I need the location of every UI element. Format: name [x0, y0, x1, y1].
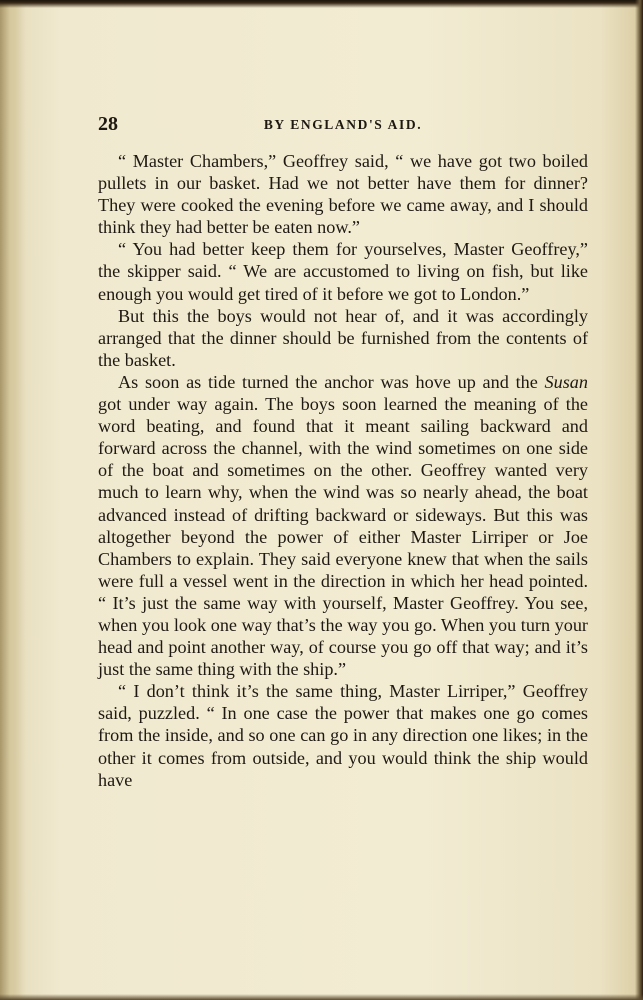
right-page-edge — [635, 0, 643, 1000]
paragraph: “ Master Chambers,” Geoffrey said, “ we have got two boiled pullets in our basket. Had we not better have them for dinner? They were cooked the evening before we came away, and I should think they had better be eaten now.” — [98, 151, 588, 238]
paragraph: “ You had better keep them for yourselves, Master Geoffrey,” the skipper said. “ We are accustomed to living on fish, but like enough you would get tired of it before we got to London.” — [98, 239, 588, 304]
paragraph: But this the boys would not hear of, and it was accordingly arranged that the dinner should be furnished from the contents of the basket. — [98, 305, 588, 370]
paragraph — [98, 371, 588, 680]
paragraph: “ I don’t think it’s the same thing, Master Lirriper,” Geoffrey said, puzzled. “ In one case the power that makes one go comes from the inside, and so one can go in any direction one likes; in the other it comes from outside, and you would think the ship would have — [98, 681, 588, 790]
gutter-shadow — [0, 0, 26, 1000]
running-header — [98, 113, 588, 137]
top-page-edge — [0, 0, 643, 8]
paragraph-text: As soon as tide turned the anchor was hove up and the — [118, 371, 545, 392]
paragraph-text: got under way again. The boys soon learned the meaning of the word beating, and found that it meant sailing backward and forward across the channel, with the wind sometimes on one side of the boat and sometimes on the other. Geoffrey wanted very much to learn why, when the wind was so nearly ahead, — [98, 394, 588, 503]
bottom-page-edge — [0, 994, 643, 1000]
running-title: BY ENGLAND'S AID. — [263, 117, 423, 132]
page-number: 28 — [98, 113, 118, 135]
body-text — [98, 150, 588, 791]
ship-name: Susan — [544, 371, 588, 392]
paragraph-text: the boat advanced instead of drifting backward or sideways. But this was altogether beyond the power of either Master Lirriper or Joe Chambers to explain. They said everyone knew that when the sails were full a vessel went in the direction in which her head pointed. “ It’s just the same way with yourself, Master Geoffrey. You see, when you look one way that’s the way you go. When you turn your head and point another way, of course you go off that way; and it’s just the same thing with the ship.” — [98, 482, 588, 680]
